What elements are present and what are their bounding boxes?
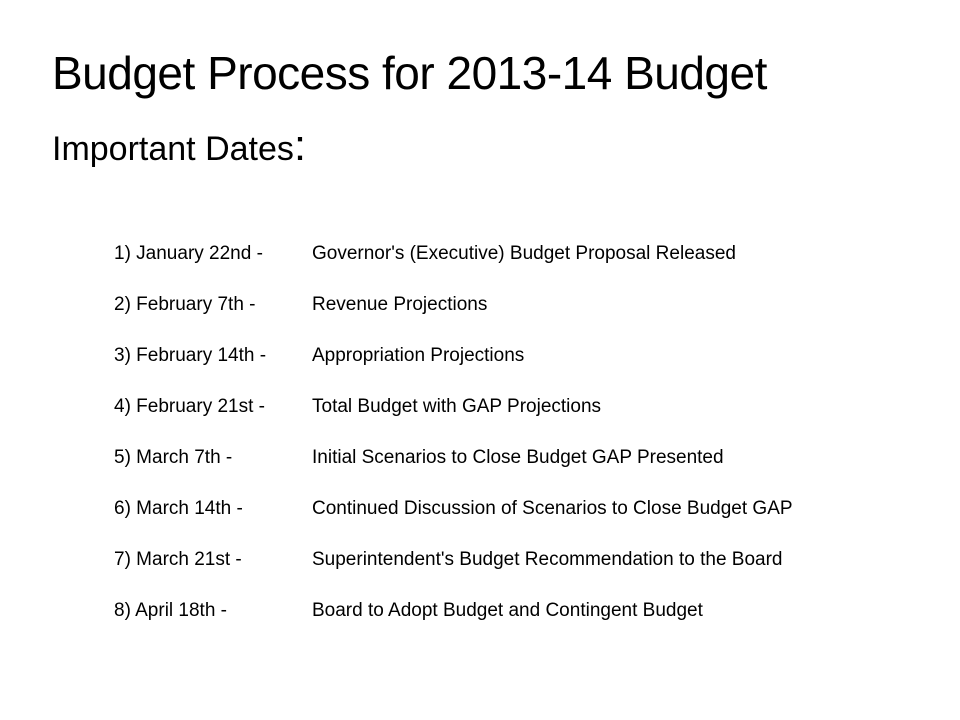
list-item bbox=[114, 495, 914, 546]
date-label: 7) March 21st - bbox=[114, 549, 242, 570]
date-label: 1) January 22nd - bbox=[114, 243, 263, 264]
list-item bbox=[114, 291, 914, 342]
list-item bbox=[114, 393, 914, 444]
date-description: Appropriation Projections bbox=[312, 345, 525, 366]
date-description: Board to Adopt Budget and Contingent Budget bbox=[312, 600, 703, 621]
list-item bbox=[114, 597, 914, 648]
date-label: 8) April 18th - bbox=[114, 600, 227, 621]
date-description: Total Budget with GAP Projections bbox=[312, 396, 602, 417]
list-item bbox=[114, 342, 914, 393]
date-label: 4) February 21st - bbox=[114, 396, 265, 417]
date-description: Continued Discussion of Scenarios to Close Budget GAP bbox=[312, 498, 793, 519]
subtitle-text: Important Dates bbox=[52, 130, 294, 168]
page-title: Budget Process for 2013-14 Budget bbox=[52, 47, 767, 99]
date-description: Superintendent's Budget Recommendation to the Board bbox=[312, 549, 783, 570]
important-dates-list bbox=[114, 240, 914, 648]
date-label: 2) February 7th - bbox=[114, 294, 256, 315]
date-description: Governor's (Executive) Budget Proposal Released bbox=[312, 243, 736, 264]
list-item bbox=[114, 444, 914, 495]
list-item bbox=[114, 546, 914, 597]
subtitle-colon: : bbox=[293, 121, 307, 170]
list-item bbox=[114, 240, 914, 291]
date-description: Revenue Projections bbox=[312, 294, 488, 315]
date-label: 3) February 14th - bbox=[114, 345, 267, 366]
date-label: 5) March 7th - bbox=[114, 447, 233, 468]
date-description: Initial Scenarios to Close Budget GAP Presented bbox=[312, 447, 724, 468]
subtitle bbox=[52, 121, 307, 170]
date-label: 6) March 14th - bbox=[114, 498, 243, 519]
